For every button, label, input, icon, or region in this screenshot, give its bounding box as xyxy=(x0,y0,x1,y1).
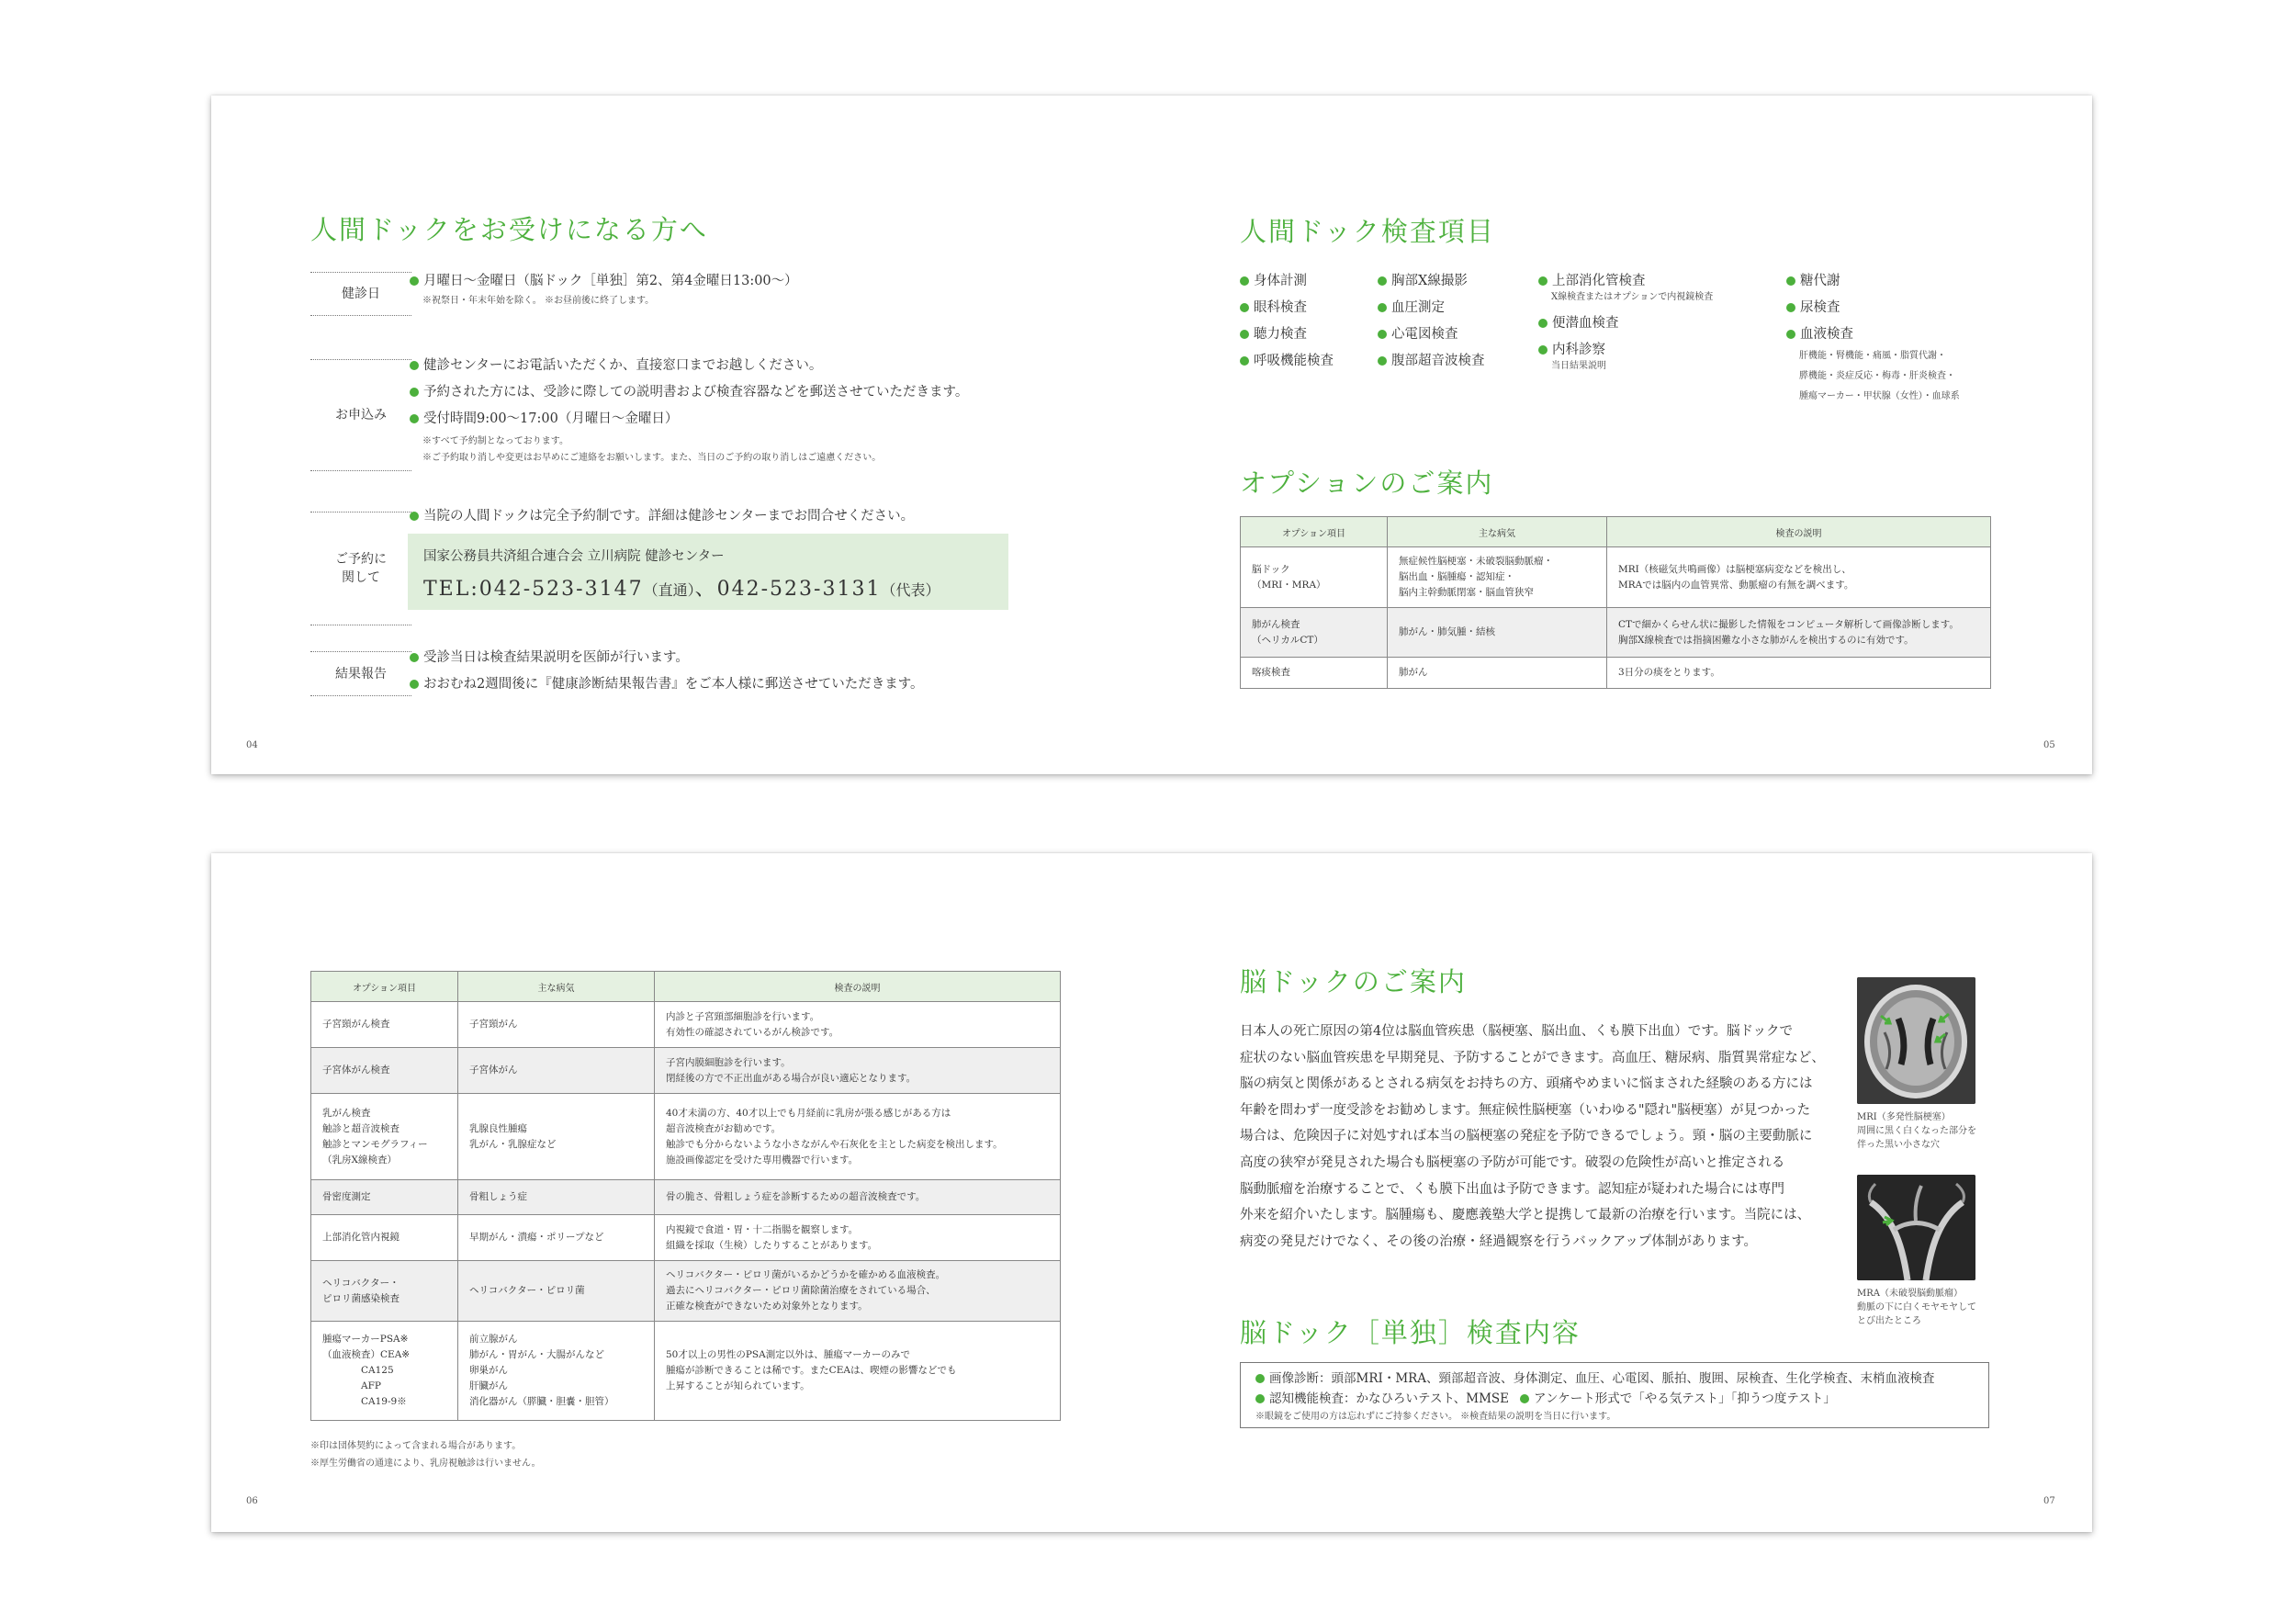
table-cell: 腫瘍マーカーPSA※ （血液検査）CEA※ CA125 AFP CA19-9※ xyxy=(311,1322,458,1421)
table-cell: 子宮内膜細胞診を行います。 閉経後の方で不正出血がある場合が良い適応となります。 xyxy=(655,1048,1061,1094)
brain-dock-content-box: 画像診断：頭部MRI・MRA、頸部超音波、身体測定、血圧、心電図、脈拍、腹囲、尿検査、生化学検査、末梢血液検査 認知機能検査：かなひろいテスト、MMSE アンケート形式で「やる気テスト」「抑うつ度テスト」 ※眼鏡をご使用の方は忘れずにご持参ください。 ※検査結果の説明を当日に行います。 xyxy=(1240,1362,1989,1428)
table-cell: 脳ドック （MRI・MRA） xyxy=(1241,547,1388,608)
table-row xyxy=(1241,608,1991,658)
bullet-icon xyxy=(1538,345,1548,355)
table-cell: 子宮体がん xyxy=(458,1048,655,1094)
column-header: オプション項目 xyxy=(1241,517,1388,547)
bullet-icon xyxy=(1378,356,1387,366)
table-cell: 50才以上の男性のPSA測定以外は、腫瘍マーカーのみで 腫瘍が診断できることは稀です。またCEAは、喫煙の影響などでも 上昇することが知られています。 xyxy=(655,1322,1061,1421)
table-row xyxy=(1241,658,1991,689)
column-header: 検査の説明 xyxy=(1607,517,1991,547)
table-row xyxy=(311,1094,1061,1180)
spread-pages-06-07 xyxy=(211,853,2092,1532)
table-cell: MRI（核磁気共鳴画像）は脳梗塞病変などを検出し、 MRAでは脳内の血管異常、動脈瘤の有無を調べます。 xyxy=(1607,547,1991,608)
table-cell: 子宮頸がん検査 xyxy=(311,1002,458,1048)
bullet-icon xyxy=(410,361,419,370)
table-header-row xyxy=(1241,517,1991,547)
column-header: オプション項目 xyxy=(311,972,458,1002)
contact-org: 国家公務員共済組合連合会 立川病院 健診センター xyxy=(423,549,725,564)
label-apply: お申込み xyxy=(310,359,411,471)
table-cell: 3日分の痰をとります。 xyxy=(1607,658,1991,689)
inspection-col-1: 身体計測 眼科検査 聴力検査 呼吸機能検査 xyxy=(1240,268,1334,375)
mri-caption: MRI（多発性脳梗塞） 周囲に黒く白くなった部分を 伴った黒い小さな穴 xyxy=(1857,1112,1976,1150)
page-number: 05 xyxy=(2043,740,2055,750)
option-table-continued xyxy=(310,971,1061,1421)
table-row xyxy=(311,1215,1061,1261)
column-header: 主な病気 xyxy=(458,972,655,1002)
spread-pages-04-05 xyxy=(211,96,2092,774)
bullet-icon xyxy=(1786,303,1795,312)
table-cell: 乳がん検査 触診と超音波検査 触診とマンモグラフィー （乳房X線検査） xyxy=(311,1094,458,1180)
bullet-icon xyxy=(410,276,419,286)
table-cell: 骨粗しょう症 xyxy=(458,1180,655,1215)
bullet-icon xyxy=(1240,356,1249,366)
column-header: 検査の説明 xyxy=(655,972,1061,1002)
inspection-col-4: 糖代謝 尿検査 血液検査 肝機能・腎機能・痛風・脂質代謝・ 膵機能・炎症反応・梅毒・肝炎検査・ 腫瘍マーカー・甲状腺（女性）・血球系 xyxy=(1786,268,1960,407)
table-cell: 子宮頸がん xyxy=(458,1002,655,1048)
bullet-icon xyxy=(1240,276,1249,286)
contact-phone: TEL:042-523-3147（直通）、042-523-3131（代表） xyxy=(423,578,940,601)
label-reservation: ご予約に 関して xyxy=(310,512,411,625)
mri-image xyxy=(1857,977,1975,1104)
bullet-icon xyxy=(410,512,419,521)
bullet-icon xyxy=(1255,1394,1265,1403)
table-cell: ヘリコバクター・ ピロリ菌感染検査 xyxy=(311,1261,458,1322)
table-cell: 無症候性脳梗塞・未破裂脳動脈瘤・ 脳出血・脳腫瘍・認知症・ 脳内主幹動脈閉塞・脳血管狭窄 xyxy=(1388,547,1607,608)
table-notes: ※印は団体契約によって含まれる場合があります。 ※厚生労働省の通達により、乳房視触診は行いません。 xyxy=(310,1441,541,1469)
table-cell: 喀痰検査 xyxy=(1241,658,1388,689)
bullet-icon xyxy=(410,414,419,423)
table-cell: 肺がん・肺気腫・結核 xyxy=(1388,608,1607,658)
bullet-icon xyxy=(1538,276,1548,286)
table-header-row xyxy=(311,972,1061,1002)
table-row xyxy=(311,1180,1061,1215)
table-row xyxy=(311,1322,1061,1421)
option-title: オプションのご案内 xyxy=(1240,467,1494,499)
bullet-icon xyxy=(1786,330,1795,339)
bullet-icon xyxy=(1255,1374,1265,1383)
bullet-icon xyxy=(1538,319,1548,328)
result-text: 受診当日は検査結果説明を医師が行います。 おおむね2週間後に『健康診断結果報告書』をご本人様に郵送させていただきます。 xyxy=(410,648,924,693)
table-row xyxy=(311,1002,1061,1048)
bullet-icon xyxy=(1240,303,1249,312)
page-title: 人間ドック検査項目 xyxy=(1240,216,1495,247)
table-cell: 子宮体がん検査 xyxy=(311,1048,458,1094)
label-result: 結果報告 xyxy=(310,651,411,696)
table-cell: 骨密度測定 xyxy=(311,1180,458,1215)
bullet-icon xyxy=(1240,330,1249,339)
table-cell: ヘリコバクター・ピロリ菌がいるかどうかを確かめる血液検査。 過去にヘリコバクター・ピロリ菌除菌治療をされている場合、 正確な検査ができないため対象外となります。 xyxy=(655,1261,1061,1322)
bullet-icon xyxy=(410,653,419,662)
checkup-day-text: 月曜日～金曜日（脳ドック［単独］第2、第4金曜日13:00～） ※祝祭日・年末年始を除く。 ※お昼前後に終了します。 xyxy=(410,272,798,308)
inspection-col-2: 胸部X線撮影 血圧測定 心電図検査 腹部超音波検査 xyxy=(1378,268,1485,375)
table-cell: ヘリコバクター・ピロリ菌 xyxy=(458,1261,655,1322)
bullet-icon xyxy=(1378,276,1387,286)
table-cell: 40才未満の方、40才以上でも月経前に乳房が張る感じがある方は 超音波検査がお勧めです。 触診でも分からないような小さながんや石灰化を主とした病変を検出します。 施設画像認定を受けた専用機器で行います。 xyxy=(655,1094,1061,1180)
bullet-icon xyxy=(1378,303,1387,312)
mra-caption: MRA（未破裂脳動脈瘤） 動脈の下に白くモヤモヤして とび出たところ xyxy=(1857,1289,1976,1326)
contact-box xyxy=(408,534,1008,610)
table-row xyxy=(311,1261,1061,1322)
brain-dock-title: 脳ドック［単独］検査内容 xyxy=(1240,1317,1581,1348)
table-cell: 肺がん検査 （ヘリカルCT） xyxy=(1241,608,1388,658)
inspection-col-3: 上部消化管検査 X線検査またはオプションで内視鏡検査 便潜血検査 内科診察 当日結果説明 xyxy=(1538,268,1713,373)
bullet-icon xyxy=(1378,330,1387,339)
table-cell: 骨の脆さ、骨粗しょう症を診断するための超音波検査です。 xyxy=(655,1180,1061,1215)
table-cell: CTで細かくらせん状に撮影した情報をコンピュータ解析して画像診断します。 胸部X線検査では指摘困難な小さな肺がんを検出するのに有効です。 xyxy=(1607,608,1991,658)
page-number: 04 xyxy=(246,740,258,750)
table-cell: 肺がん xyxy=(1388,658,1607,689)
page-number: 06 xyxy=(246,1496,258,1506)
bullet-icon xyxy=(410,680,419,689)
mra-image xyxy=(1857,1175,1975,1280)
bullet-icon xyxy=(1786,276,1795,286)
reservation-text: 当院の人間ドックは完全予約制です。詳細は健診センターまでお問合せください。 xyxy=(410,507,914,525)
column-header: 主な病気 xyxy=(1388,517,1607,547)
table-cell: 前立腺がん 肺がん・胃がん・大腸がんなど 卵巣がん 肝臓がん 消化器がん（膵臓・胆嚢・胆管） xyxy=(458,1322,655,1421)
label-checkup-day: 健診日 xyxy=(310,272,411,316)
mri-brain-illustration xyxy=(1857,977,1975,1104)
page-title: 人間ドックをお受けになる方へ xyxy=(310,214,708,245)
bullet-icon xyxy=(1520,1394,1529,1403)
table-cell: 早期がん・潰瘍・ポリープなど xyxy=(458,1215,655,1261)
table-cell: 乳腺良性腫瘍 乳がん・乳腺症など xyxy=(458,1094,655,1180)
table-cell: 内診と子宮頸部細胞診を行います。 有効性の確認されているがん検診です。 xyxy=(655,1002,1061,1048)
table-row xyxy=(311,1048,1061,1094)
page-title: 脳ドックのご案内 xyxy=(1240,966,1467,997)
apply-text: 健診センターにお電話いただくか、直接窓口までお越しください。 予約された方には、受診に際しての説明書および検査容器などを郵送させていただきます。 受付時間9:00～17:00（月曜日～金曜日） ※すべて予約制となっております。 ※ご予約取り消しや変更はお早めにご連絡をお願いします。また、当日のご予約の取り消しはご遠慮ください。 xyxy=(410,356,968,467)
bullet-icon xyxy=(410,388,419,397)
option-table xyxy=(1240,516,1991,689)
brain-dock-description: 日本人の死亡原因の第4位は脳血管疾患（脳梗塞、脳出血、くも膜下出血）です。脳ドックで 症状のない脳血管疾患を早期発見、予防することができます。高血圧、糖尿病、脂質異常症など、 脳の病気と関係があるとされる病気をお持ちの方、頭痛やめまいに悩まされた経験のある方には 年齢を問わず一度受診をお勧めします。無症候性脳梗塞（いわゆる"隠れ"脳梗塞）が見つかった 場合は、危険因子に対処すれば本当の脳梗塞の発症を予防できるでしょう。頸・脳の主要動脈に 高度の狭窄が発見された場合も脳梗塞の予防が可能です。破裂の危険性が高いと推定される 脳動脈瘤を治療することで、くも膜下出血は予防できます。認知症が疑われた場合には専門 外来を紹介いたします。脳腫瘍も、慶應義塾大学と提携して最新の治療を行います。当院には、 病変の発見だけでなく、その後の治療・経過観察を行うバックアップ体制があります。 xyxy=(1240,1024,1825,1249)
table-cell: 内視鏡で食道・胃・十二指腸を観察します。 組織を採取（生検）したりすることがあります。 xyxy=(655,1215,1061,1261)
mra-vessel-illustration xyxy=(1857,1175,1975,1280)
page-number: 07 xyxy=(2043,1496,2055,1506)
table-row xyxy=(1241,547,1991,608)
table-cell: 上部消化管内視鏡 xyxy=(311,1215,458,1261)
